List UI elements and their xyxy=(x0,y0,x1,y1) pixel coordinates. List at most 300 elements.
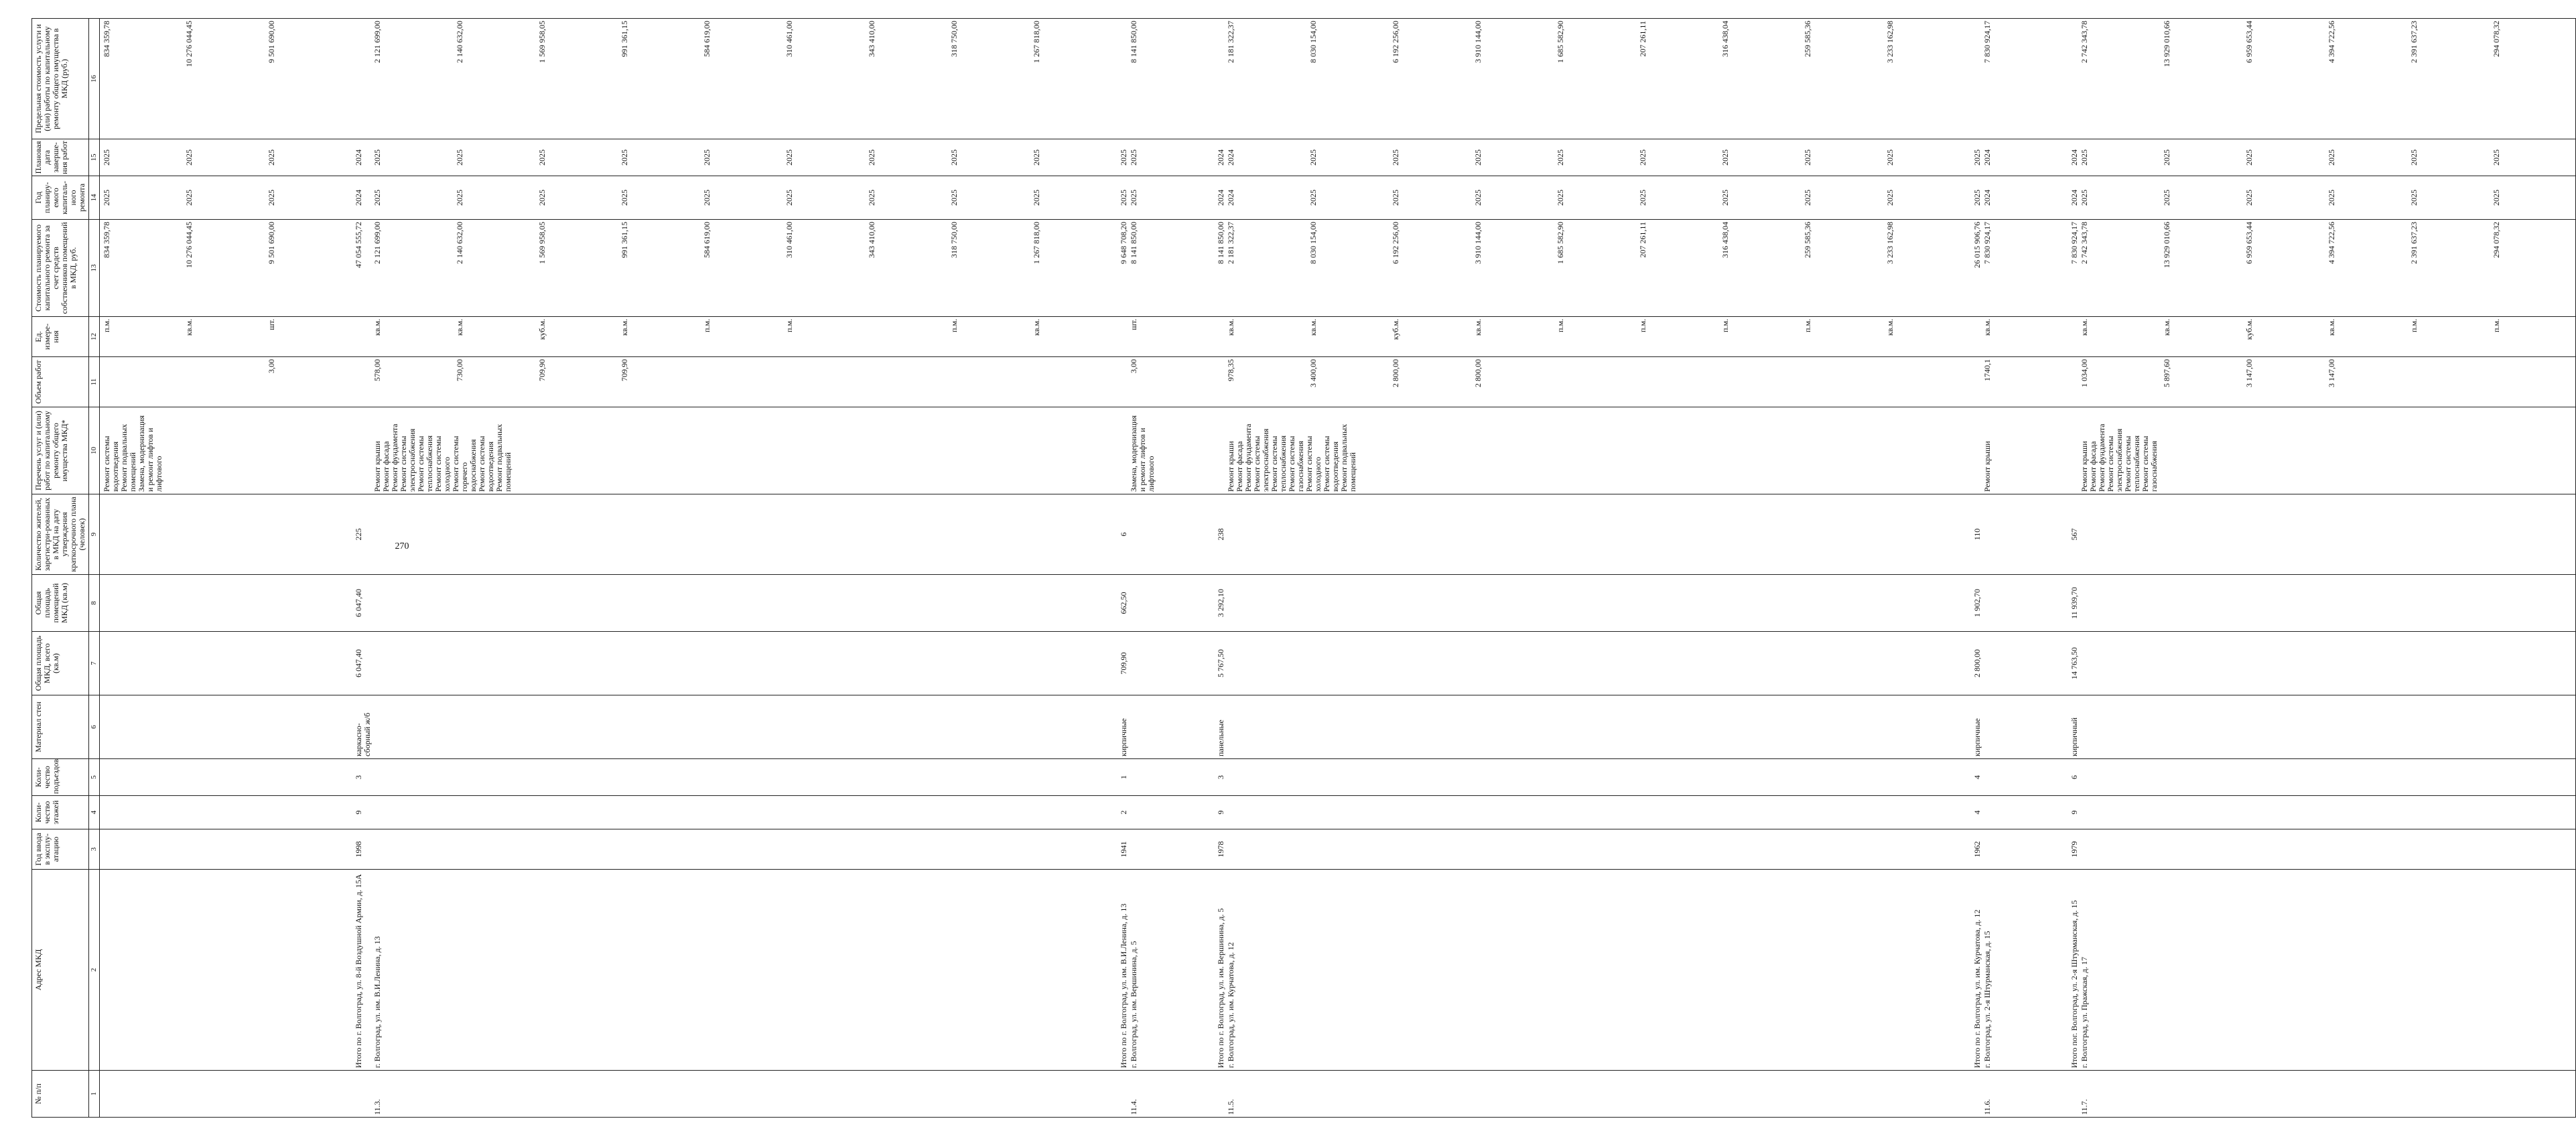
cell-completion-date-item: 2025 xyxy=(102,149,111,165)
cell-year: 1978 xyxy=(1213,829,1226,870)
cell-wall-material xyxy=(1982,695,2066,759)
cell-completion-date-item: 2025 xyxy=(1473,149,1483,165)
cell-year xyxy=(2080,829,2576,870)
cell-floors xyxy=(100,796,351,829)
cell-total-area xyxy=(100,632,351,695)
cell-number: 11.3. xyxy=(372,1071,1115,1118)
cell-completion-date-item: 2024 xyxy=(1216,149,1225,165)
cell-wall-material: кирпичные xyxy=(1969,695,1982,759)
cell-works xyxy=(1213,407,1226,494)
cell-entrances: 1 xyxy=(1115,759,1129,796)
cell-works-item: Ремонт системы газоснабжения xyxy=(1287,436,1305,492)
cell-residents xyxy=(2080,494,2576,575)
cell-cost xyxy=(1115,220,1129,317)
cell-unit-item: шт. xyxy=(1129,319,1138,330)
cell-works-item: Ремонт системы водоотведения xyxy=(477,436,495,492)
cell-entrances xyxy=(100,759,351,796)
cell-limit-cost-item: 259 585,36 xyxy=(1803,21,1812,57)
cell-completion-date-item: 2025 xyxy=(1308,149,1318,165)
cell-wall-material: панельные xyxy=(1213,695,1226,759)
cell-limit-cost-item: 316 438,04 xyxy=(1720,21,1730,57)
cell-unit-item: кв.м. xyxy=(1226,319,1235,336)
cell-total-area xyxy=(2080,632,2576,695)
cell-completion-date-item: 2025 xyxy=(2327,149,2336,165)
cell-completion-date-item: 2024 xyxy=(1226,149,1235,165)
cell-unit-item: кв.м. xyxy=(1473,319,1483,336)
cell-cost xyxy=(1213,220,1226,317)
cell-works-item: Ремонт подвальных помещений xyxy=(494,423,513,492)
column-number: 13 xyxy=(89,220,100,317)
cell-repair-year-item: 2025 xyxy=(1308,190,1318,206)
cell-number xyxy=(1969,1071,1982,1118)
cell-limit-cost-item: 2 391 637,23 xyxy=(2409,21,2419,63)
cell-cost-item: 1 267 818,00 xyxy=(1032,222,1041,264)
cell-limit-cost-item: 834 359,78 xyxy=(102,21,111,57)
column-number: 8 xyxy=(89,575,100,632)
cell-limit-cost-item: 294 078,32 xyxy=(2492,21,2501,57)
cell-works-item: Ремонт системы водоотведения xyxy=(102,436,120,492)
cell-residents: 225 xyxy=(350,494,372,575)
column-number: 9 xyxy=(89,494,100,575)
cell-limit-cost-item: 6 959 653,44 xyxy=(2244,21,2254,63)
cell-premises-area: 662,50 xyxy=(1115,575,1129,632)
total-row xyxy=(1213,19,1226,1118)
cell-cost-item: 343 410,00 xyxy=(867,222,876,258)
cell-cost-item: 9 648 708,20 xyxy=(1119,222,1128,264)
cell-works xyxy=(1982,407,2066,494)
cell-completion-date xyxy=(2066,139,2080,176)
cell-completion-date-item: 2025 xyxy=(2244,149,2254,165)
cell-volume-item xyxy=(2492,359,2575,405)
cell-repair-year-item: 2024 xyxy=(1216,190,1225,206)
cell-unit-item: куб.м. xyxy=(1391,319,1400,340)
cell-completion-date-item: 2025 xyxy=(2409,149,2419,165)
cell-limit-cost-item: 3 910 144,00 xyxy=(1473,21,1483,63)
column-header: Ед. измере-ния xyxy=(32,317,89,357)
cell-floors xyxy=(1129,796,1213,829)
cell-limit-cost xyxy=(2080,19,2576,139)
cell-address: г. Волгоград, ул. Пражская, д. 17 xyxy=(2080,870,2576,1071)
cell-unit-item: п.м. xyxy=(1803,319,1812,333)
cell-cost xyxy=(1226,220,1969,317)
cell-completion-date xyxy=(1213,139,1226,176)
cell-floors: 9 xyxy=(1213,796,1226,829)
cell-address: Итого по г. Волгоград, ул. им. Вершинина, д. 5 xyxy=(1213,870,1226,1071)
cell-address: Итого по г. Волгоград, ул. им. В.И.Ленина, д. 13 xyxy=(1115,870,1129,1071)
column-number: 2 xyxy=(89,870,100,1071)
cell-limit-cost-item: 4 394 722,56 xyxy=(2327,21,2336,63)
cell-works-item: Ремонт системы холодного xyxy=(433,436,452,492)
cell-year: 1979 xyxy=(2066,829,2080,870)
table-header xyxy=(32,19,100,1118)
cell-completion-date-item: 2025 xyxy=(455,149,464,165)
cell-completion-date-item: 2025 xyxy=(1720,149,1730,165)
cell-works xyxy=(100,407,351,494)
cell-year: 1941 xyxy=(1115,829,1129,870)
cell-completion-date-item: 2024 xyxy=(354,149,363,165)
cell-repair-year-item: 2025 xyxy=(1556,190,1565,206)
cell-volume-item: 3 147,00 xyxy=(2327,359,2336,387)
cell-entrances xyxy=(372,759,1115,796)
cell-floors: 9 xyxy=(350,796,372,829)
cell-works xyxy=(1969,407,1982,494)
cell-repair-year-item: 2025 xyxy=(949,190,959,206)
cell-address: Итого по г. Волгоград, ул. им. Курчатова, д. 12 xyxy=(1969,870,1982,1071)
cell-number: 11.6. xyxy=(1982,1071,2066,1118)
cell-unit-item: куб.м. xyxy=(2244,319,2254,340)
column-number: 10 xyxy=(89,407,100,494)
cell-number: 11.4. xyxy=(1129,1071,1213,1118)
cell-repair-year-item: 2025 xyxy=(867,190,876,206)
cell-wall-material: кирпичные xyxy=(1115,695,1129,759)
cell-works-item: Ремонт крыши xyxy=(372,441,382,492)
cell-floors: 4 xyxy=(1969,796,1982,829)
cell-works-item: Ремонт системы электроснабжения xyxy=(1252,428,1270,492)
cell-year xyxy=(100,829,351,870)
cell-year: 1998 xyxy=(350,829,372,870)
cell-repair-year-item: 2025 xyxy=(1032,190,1041,206)
total-row xyxy=(1969,19,1982,1118)
cell-unit xyxy=(1213,317,1226,357)
cell-wall-material xyxy=(372,695,1115,759)
cell-limit-cost-item: 1 267 818,00 xyxy=(1032,21,1041,63)
cell-total-area xyxy=(1982,632,2066,695)
cell-unit xyxy=(2080,317,2576,357)
cell-completion-date-item: 2024 xyxy=(1982,149,1992,165)
capital-repair-table xyxy=(31,18,2576,1118)
cell-premises-area xyxy=(1982,575,2066,632)
cell-unit-item: п.м. xyxy=(949,319,959,333)
cell-floors xyxy=(1982,796,2066,829)
cell-completion-date xyxy=(1982,139,2066,176)
cell-repair-year-item: 2025 xyxy=(1129,190,1138,206)
cell-completion-date-item: 2025 xyxy=(267,149,276,165)
table-row xyxy=(100,19,351,1118)
cell-premises-area: 6 047,40 xyxy=(350,575,372,632)
cell-works-item: Ремонт фасада xyxy=(1235,441,1244,492)
cell-unit-item: кв.м. xyxy=(184,319,194,336)
column-number: 3 xyxy=(89,829,100,870)
cell-works-item: Ремонт фундамента xyxy=(2097,423,2106,492)
cell-total-area: 2 800,00 xyxy=(1969,632,1982,695)
cell-unit-item: кв.м. xyxy=(2327,319,2336,336)
cell-unit-item: кв.м. xyxy=(455,319,464,336)
cell-address xyxy=(100,870,351,1071)
cell-repair-year-item: 2024 xyxy=(1982,190,1992,206)
cell-unit-item xyxy=(868,319,950,354)
cell-unit-item: кв.м. xyxy=(1032,319,1041,336)
cell-volume-item xyxy=(785,359,868,405)
cell-repair-year xyxy=(1982,176,2066,220)
cell-repair-year-item: 2025 xyxy=(2409,190,2419,206)
column-header: Материал стен xyxy=(32,695,89,759)
cell-cost-item: 310 461,00 xyxy=(785,222,794,258)
cell-cost-item: 6 192 256,00 xyxy=(1391,222,1400,264)
cell-cost-item: 7 830 924,17 xyxy=(2070,222,2079,264)
cell-repair-year-item: 2025 xyxy=(620,190,629,206)
cell-unit-item: кв.м. xyxy=(2080,319,2089,336)
cell-volume-item: 3 147,00 xyxy=(2244,359,2254,387)
cell-year xyxy=(1129,829,1213,870)
cell-completion-date-item: 2025 xyxy=(1391,149,1400,165)
cell-unit-item: кв.м. xyxy=(1885,319,1895,336)
cell-works-item: Ремонт фасада xyxy=(2088,441,2098,492)
cell-unit-item: п.м. xyxy=(1638,319,1647,333)
cell-wall-material: каркасно-сборный ж/б xyxy=(350,695,372,759)
column-header: Год планиру-емого капиталь-ного ремонта xyxy=(32,176,89,220)
cell-limit-cost-item: 13 929 010,66 xyxy=(2162,21,2171,67)
cell-cost xyxy=(2066,220,2080,317)
cell-completion-date xyxy=(1969,139,1982,176)
cell-wall-material xyxy=(1129,695,1213,759)
cell-repair-year-item: 2025 xyxy=(2162,190,2171,206)
cell-works-item: Ремонт системы электроснабжения xyxy=(399,428,417,492)
cell-address: г. Волгоград, ул. им. Вершинина, д. 5 xyxy=(1129,870,1213,1071)
cell-repair-year-item: 2025 xyxy=(1803,190,1812,206)
cell-volume-item: 3,00 xyxy=(267,359,276,373)
column-header: Адрес МКД xyxy=(32,870,89,1071)
cell-entrances: 6 xyxy=(2066,759,2080,796)
cell-cost-item: 10 276 044,45 xyxy=(184,222,194,268)
cell-works-item: Ремонт системы теплоснабжения xyxy=(2123,436,2141,492)
cell-cost xyxy=(350,220,372,317)
cell-limit-cost-item: 343 410,00 xyxy=(867,21,876,57)
cell-wall-material xyxy=(1226,695,1969,759)
cell-completion-date xyxy=(1115,139,1129,176)
cell-volume xyxy=(100,357,351,407)
cell-repair-year-item: 2025 xyxy=(2492,190,2501,206)
cell-completion-date-item: 2025 xyxy=(1119,149,1128,165)
cell-total-area: 14 763,50 xyxy=(2066,632,2080,695)
cell-repair-year-item: 2025 xyxy=(1473,190,1483,206)
cell-unit-item: п.м. xyxy=(1720,319,1730,333)
cell-works-item: Ремонт системы водоотведения xyxy=(1322,436,1340,492)
cell-entrances xyxy=(1226,759,1969,796)
cell-floors xyxy=(1226,796,1969,829)
cell-completion-date-item: 2024 xyxy=(2070,149,2079,165)
cell-works xyxy=(372,407,1115,494)
cell-total-area: 6 047,40 xyxy=(350,632,372,695)
cell-works-item: Ремонт системы теплоснабжения xyxy=(1270,436,1288,492)
cell-number xyxy=(350,1071,372,1118)
column-header: Стоимость планируемого капитального ремонта за счет средств собственников помещений в МКД, руб. xyxy=(32,220,89,317)
cell-works xyxy=(350,407,372,494)
cell-premises-area: 11 939,70 xyxy=(2066,575,2080,632)
cell-repair-year-item: 2025 xyxy=(267,190,276,206)
cell-works-item: Ремонт системы теплоснабжения xyxy=(416,436,434,492)
cell-entrances: 4 xyxy=(1969,759,1982,796)
cell-works-item: Ремонт крыши xyxy=(1226,441,1235,492)
cell-limit-cost-item: 3 233 162,98 xyxy=(1885,21,1895,63)
cell-cost-item: 8 141 850,00 xyxy=(1129,222,1138,264)
cell-address: Итого пог. Волгоград, ул. 2-я Штурманская, д. 15 xyxy=(2066,870,2080,1071)
cell-cost-item: 47 054 555,72 xyxy=(354,222,363,268)
cell-completion-date-item: 2025 xyxy=(1885,149,1895,165)
cell-limit-cost xyxy=(1226,19,1969,139)
cell-limit-cost-item: 310 461,00 xyxy=(785,21,794,57)
cell-volume-item: 1740,1 xyxy=(1982,359,1992,381)
cell-completion-date-item: 2025 xyxy=(184,149,194,165)
cell-cost-item: 8 141 850,00 xyxy=(1216,222,1225,264)
cell-works-item: Ремонт подвальных помещений xyxy=(1339,423,1357,492)
column-header: Коли-чество этажей xyxy=(32,796,89,829)
cell-volume-item: 978,35 xyxy=(1226,359,1235,381)
cell-limit-cost-item: 584 619,00 xyxy=(702,21,711,57)
cell-volume-item xyxy=(1639,359,1721,405)
column-number-row xyxy=(89,19,100,1118)
column-header: № п/п xyxy=(32,1071,89,1118)
cell-unit xyxy=(1226,317,1969,357)
cell-volume xyxy=(1226,357,1969,407)
cell-volume xyxy=(372,357,1115,407)
cell-limit-cost xyxy=(1129,19,1213,139)
cell-cost-item: 2 121 699,00 xyxy=(372,222,382,264)
cell-wall-material xyxy=(100,695,351,759)
cell-limit-cost-item: 318 750,00 xyxy=(949,21,959,57)
column-header: Плановая дата заверше-ния работ xyxy=(32,139,89,176)
cell-wall-material: кирпичный xyxy=(2066,695,2080,759)
cell-volume xyxy=(1969,357,1982,407)
cell-volume-item: 1 034,00 xyxy=(2080,359,2089,387)
cell-residents: 6 xyxy=(1115,494,1129,575)
cell-completion-date-item: 2025 xyxy=(949,149,959,165)
column-header: Общая площадь помещений МКД (кв.м) xyxy=(32,575,89,632)
cell-volume-item xyxy=(103,359,185,405)
rotated-table-container xyxy=(31,19,2501,1118)
cell-cost xyxy=(100,220,351,317)
cell-unit-item: кв.м. xyxy=(372,319,382,336)
cell-completion-date-item: 2025 xyxy=(867,149,876,165)
table-row xyxy=(372,19,1115,1118)
cell-number xyxy=(1115,1071,1129,1118)
table-row xyxy=(1129,19,1213,1118)
cell-repair-year xyxy=(1213,176,1226,220)
cell-premises-area xyxy=(100,575,351,632)
cell-completion-date-item: 2025 xyxy=(372,149,382,165)
cell-unit-item: п.м. xyxy=(785,319,794,333)
cell-completion-date xyxy=(100,139,351,176)
cell-limit-cost-item: 1 685 582,90 xyxy=(1556,21,1565,63)
cell-limit-cost-item: 1 569 958,05 xyxy=(537,21,547,63)
column-number: 7 xyxy=(89,632,100,695)
cell-repair-year xyxy=(100,176,351,220)
cell-entrances xyxy=(1982,759,2066,796)
cell-completion-date xyxy=(2080,139,2576,176)
cell-volume-item xyxy=(1032,359,1115,405)
cell-cost xyxy=(1982,220,2066,317)
cell-completion-date-item: 2025 xyxy=(1556,149,1565,165)
cell-works-item: Замена, модернизация и ремонт лифтов и лифтового xyxy=(1129,415,1156,492)
cell-unit-item: кв.м. xyxy=(2162,319,2171,336)
cell-residents: 238 xyxy=(1213,494,1226,575)
cell-limit-cost-item: 2 181 322,37 xyxy=(1226,21,1235,63)
cell-address: г. Волгоград, ул. им. В.И.Ленина, д. 13 xyxy=(372,870,1115,1071)
cell-repair-year-item: 2024 xyxy=(2070,190,2079,206)
column-header: Количество жителей, зарегистри-рованных в МКД на дату утверждения краткосрочного плана (человек) xyxy=(32,494,89,575)
cell-completion-date-item: 2025 xyxy=(1803,149,1812,165)
cell-limit-cost-item: 7 830 924,17 xyxy=(1982,21,1992,63)
cell-limit-cost xyxy=(1115,19,1129,139)
cell-cost-item: 834 359,78 xyxy=(102,222,111,258)
column-number: 6 xyxy=(89,695,100,759)
cell-cost-item: 7 830 924,17 xyxy=(1982,222,1992,264)
cell-volume xyxy=(2080,357,2576,407)
cell-repair-year-item: 2025 xyxy=(2080,190,2089,206)
cell-unit xyxy=(1982,317,2066,357)
cell-unit-item: п.м. xyxy=(2492,319,2501,333)
cell-cost-item: 991 361,15 xyxy=(620,222,629,258)
cell-total-area xyxy=(1129,632,1213,695)
cell-residents: 567 xyxy=(2066,494,2080,575)
cell-cost-item: 2 391 637,23 xyxy=(2409,222,2419,264)
cell-cost-item: 9 501 690,00 xyxy=(267,222,276,264)
cell-works-item: Ремонт фундамента xyxy=(390,423,399,492)
cell-repair-year-item: 2024 xyxy=(354,190,363,206)
cell-repair-year xyxy=(2066,176,2080,220)
cell-unit-item: куб.м. xyxy=(537,319,547,340)
cell-limit-cost-item: 2 121 699,00 xyxy=(372,21,382,63)
cell-volume xyxy=(1129,357,1213,407)
cell-cost-item: 13 929 010,66 xyxy=(2162,222,2171,268)
table-body xyxy=(100,19,2576,1118)
cell-limit-cost xyxy=(2066,19,2080,139)
cell-cost-item: 1 685 582,90 xyxy=(1556,222,1565,264)
cell-cost-item: 1 569 958,05 xyxy=(537,222,547,264)
cell-volume-item: 5 897,60 xyxy=(2162,359,2171,387)
cell-completion-date-item: 2025 xyxy=(537,149,547,165)
column-number: 12 xyxy=(89,317,100,357)
cell-limit-cost-item: 2 140 632,00 xyxy=(455,21,464,63)
cell-repair-year-item: 2025 xyxy=(102,190,111,206)
cell-number xyxy=(2066,1071,2080,1118)
column-header: Год ввода в эксплу-атацию xyxy=(32,829,89,870)
cell-works xyxy=(2080,407,2576,494)
cell-floors: 9 xyxy=(2066,796,2080,829)
cell-repair-year-item: 2025 xyxy=(537,190,547,206)
column-header: Объем работ xyxy=(32,357,89,407)
cell-cost xyxy=(2080,220,2576,317)
cell-cost-item: 259 585,36 xyxy=(1803,222,1812,258)
cell-volume-item: 578,00 xyxy=(372,359,382,381)
cell-limit-cost-item: 6 192 256,00 xyxy=(1391,21,1400,63)
cell-address: г. Волгоград, ул. 2-я Штурманская, д. 15 xyxy=(1982,870,2066,1071)
cell-works-item: Ремонт системы электроснабжения xyxy=(2106,428,2124,492)
cell-works xyxy=(2066,407,2080,494)
cell-premises-area: 3 292,10 xyxy=(1213,575,1226,632)
cell-volume xyxy=(2066,357,2080,407)
cell-volume xyxy=(350,357,372,407)
cell-works-item: Ремонт системы газоснабжения xyxy=(2141,436,2159,492)
cell-repair-year xyxy=(2080,176,2576,220)
cell-works-item: Ремонт фундамента xyxy=(1243,423,1253,492)
cell-repair-year-item: 2025 xyxy=(2327,190,2336,206)
cell-repair-year-item: 2025 xyxy=(184,190,194,206)
column-number: 5 xyxy=(89,759,100,796)
cell-volume-item xyxy=(185,359,267,405)
cell-total-area xyxy=(1226,632,1969,695)
cell-works-item: Ремонт крыши xyxy=(2080,441,2089,492)
cell-volume-item xyxy=(868,359,950,405)
total-row xyxy=(350,19,372,1118)
cell-cost-item: 2 140 632,00 xyxy=(455,222,464,264)
cell-limit-cost-item: 2 742 343,78 xyxy=(2080,21,2089,63)
cell-residents xyxy=(1982,494,2066,575)
cell-volume-item xyxy=(1556,359,1639,405)
cell-volume xyxy=(1982,357,2066,407)
cell-works-item: Ремонт фасада xyxy=(381,441,391,492)
column-number: 11 xyxy=(89,357,100,407)
cell-address: г. Волгоград, ул. им. Курчатова, д. 12 xyxy=(1226,870,1969,1071)
